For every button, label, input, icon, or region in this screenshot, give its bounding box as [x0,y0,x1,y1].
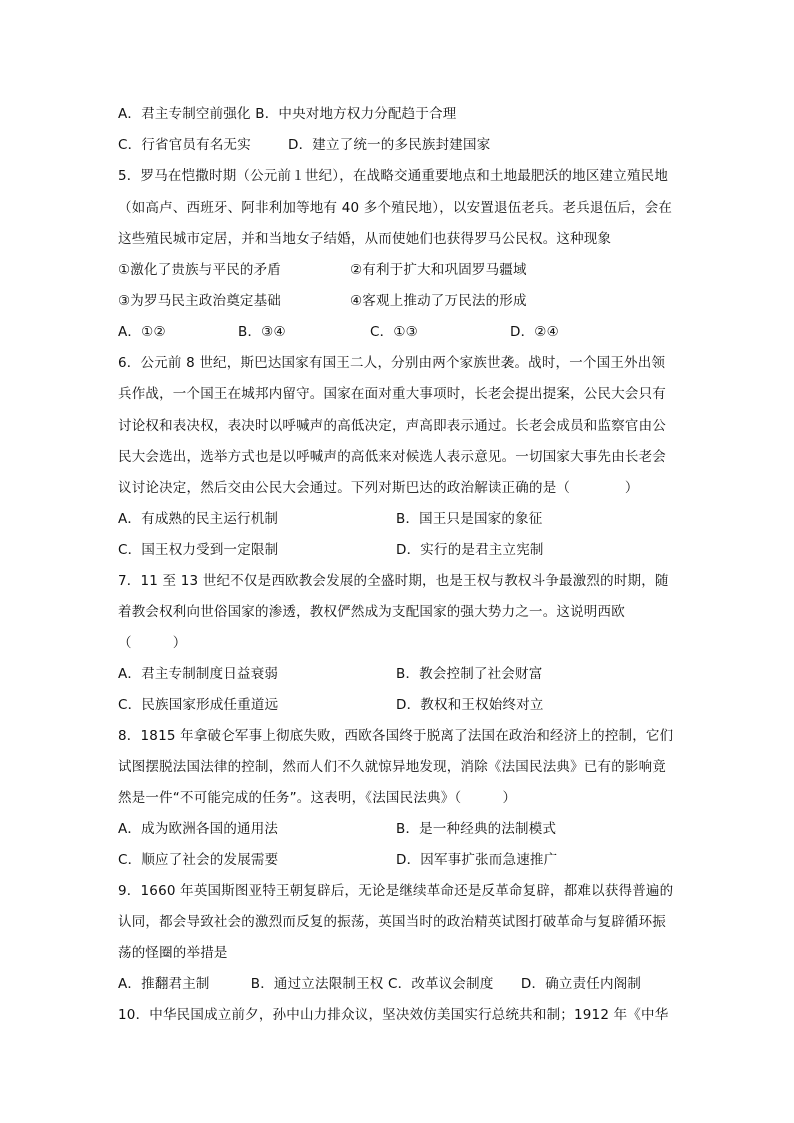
q9-stem-line-2: 认同，都会导致社会的激烈而反复的振荡，英国当时的政治精英试图打破革命与复辟循环振 [118,914,666,930]
q8-option-c: C．顺应了社会的发展需要 [118,852,279,868]
q6-stem-line-1: 6．公元前 8 世纪，斯巴达国家有国王二人，分别由两个家族世袭。战时，一个国王外出领 [118,355,666,371]
q5-stem-line-2: （如高卢、西班牙、阿非利加等地有 40 多个殖民地），以安置退伍老兵。老兵退伍后，会在 [118,200,673,216]
q5-option-a: A．①② [118,324,166,340]
q8-option-b: B．是一种经典的法制模式 [396,821,557,837]
q9-stem-line-3: 荡的怪圈的举措是 [118,945,228,961]
q8-option-d: D．因军事扩张而急速推广 [396,852,558,868]
q5-item-1: ①激化了贵族与平民的矛盾 [118,262,282,278]
q7-option-a: A．君主专制制度日益衰弱 [118,666,279,682]
q6-option-a: A．有成熟的民主运行机制 [118,511,279,527]
q9-options: A．推翻君主制 B．通过立法限制王权 C．改革议会制度 D．确立责任内阁制 [118,976,642,992]
q6-stem-line-3: 讨论权和表决权，表决时以呼喊声的高低决定，声高即表示通过。长老会成员和监察官由公 [118,418,666,434]
q5-stem-line-3: 这些殖民城市定居，并和当地女子结婚，从而使她们也获得罗马公民权。这种现象 [118,231,612,247]
q6-stem-line-4: 民大会选出，选举方式也是以呼喊声的高低来对候选人表示意见。一切国家大事先由长老会 [118,449,666,465]
q10-stem-line-1: 10．中华民国成立前夕，孙中山力排众议，坚决效仿美国实行总统共和制；1912 年《中华 [118,1007,669,1023]
q7-stem-line-1: 7．11 至 13 世纪不仅是西欧教会发展的全盛时期，也是王权与教权斗争最激烈的时期，随 [118,573,669,589]
q6-stem-line-2: 兵作战，一个国王在城邦内留守。国家在面对重大事项时，长老会提出提案，公民大会只有 [118,386,666,402]
q7-option-b: B．教会控制了社会财富 [396,666,543,682]
q5-item-4: ④客观上推动了万民法的形成 [350,293,527,309]
q8-stem-line-3: 然是一件“不可能完成的任务”。这表明，《法国民法典》（ ） [118,790,517,806]
q6-option-d: D．实行的是君主立宪制 [396,542,544,558]
q5-option-c: C．①③ [370,324,418,340]
q5-option-b: B．③④ [238,324,286,340]
q5-item-2: ②有利于扩大和巩固罗马疆域 [350,262,527,278]
q7-option-c: C．民族国家形成任重道远 [118,697,279,713]
q6-option-b: B．国王只是国家的象征 [396,511,543,527]
q7-stem-line-3: （ ） [118,635,187,651]
q8-stem-line-2: 试图摆脱法国法律的控制，然而人们不久就惊异地发现，消除《法国民法典》已有的影响竟 [118,759,666,775]
q5-stem-line-1: 5．罗马在恺撒时期（公元前１世纪），在战略交通重要地点和土地最肥沃的地区建立殖民地 [118,168,669,184]
q4-option-d: D．建立了统一的多民族封建国家 [288,137,491,153]
q7-stem-line-2: 着教会权利向世俗国家的渗透，教权俨然成为支配国家的强大势力之一。这说明西欧 [118,604,625,620]
q8-option-a: A．成为欧洲各国的通用法 [118,821,279,837]
q4-options-ab: A．君主专制空前强化 B．中央对地方权力分配趋于合理 [118,106,457,122]
q8-stem-line-1: 8．1815 年拿破仑军事上彻底失败，西欧各国终于脱离了法国在政治和经济上的控制，它们 [118,728,674,744]
q6-stem-line-5: 议讨论决定，然后交由公民大会通过。下列对斯巴达的政治解读正确的是（ ） [118,480,639,496]
q5-option-d: D．②④ [510,324,559,340]
q5-item-3: ③为罗马民主政治奠定基础 [118,293,282,309]
q4-option-c: C．行省官员有名无实 [118,137,251,153]
q9-stem-line-1: 9．1660 年英国斯图亚特王朝复辟后，无论是继续革命还是反革命复辟，都难以获得普遍的 [118,883,674,899]
q6-option-c: C．国王权力受到一定限制 [118,542,279,558]
q7-option-d: D．教权和王权始终对立 [396,697,544,713]
